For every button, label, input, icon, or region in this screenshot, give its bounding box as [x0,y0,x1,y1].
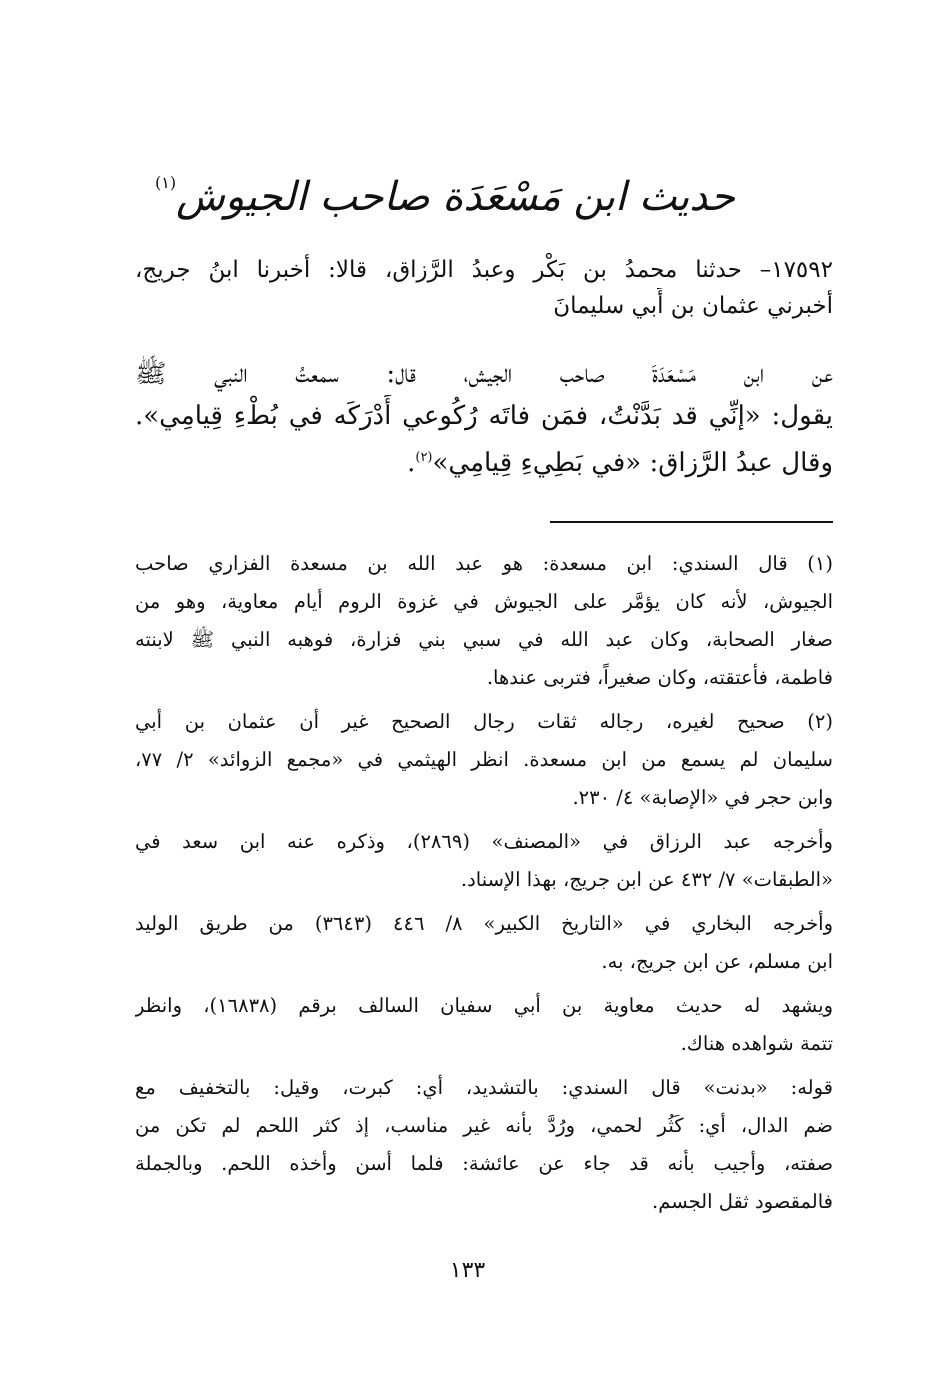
footnote-line: الجيوش، لأنه كان يؤمَّر على الجيوش في غزوة الروم أيام معاوية، وهو من [135,590,833,613]
footnote-line: فاطمة، فأعتقته، وكان صغيراً، فتربى عندها. [486,666,833,689]
footnote-line: صغار الصحابة، وكان عبد الله في سبي بني فزارة، فوهبه النبي ﷺ لابنته [135,628,833,651]
footnote-line: وأخرجه عبد الرزاق في «المصنف» (٢٨٦٩)، وذكره عنه ابن سعد في [135,830,833,853]
title-footnote-marker: (١) [155,173,177,192]
hadith-end-mark: . [407,448,416,478]
footnote-2 [135,703,833,817]
footnote-line: وأخرجه البخاري في «التاريخ الكبير» ٨/ ٤٤٦ (٣٦٤٣) من طريق الوليد [135,912,833,935]
footnote-line: «الطبقات» ٧/ ٤٣٢ عن ابن جريج، بهذا الإسناد. [460,868,833,891]
hadith-footnote-marker: (٢) [415,450,433,465]
footnote-line: فالمقصود ثقل الجسم. [652,1190,833,1213]
chain-line: أخبرني عثمان بن أَبي سليمانَ [553,293,833,319]
hadith-line [135,437,833,479]
title-text: حديث ابن مَسْعَدَة صاحب الجيوش [176,174,735,220]
footnote-2-witness [135,987,833,1063]
footnote-line: (١) قال السندي: ابن مسعدة: هو عبد الله بن مسعدة الفزاري صاحب [135,552,833,575]
footnote-1 [135,545,833,697]
footnote-line: تتمة شواهده هناك. [680,1032,833,1055]
footnote-line: ابن مسلم، عن ابن جريج، به. [601,950,833,973]
footnote-line: قوله: «بدنت» قال السندي: بالتشديد، أي: كبرت، وقيل: بالتخفيف مع [135,1076,833,1099]
footnote-line: ويشهد له حديث معاوية بن أبي سفيان السالف برقم (١٦٨٣٨)، وانظر [135,994,833,1017]
footnote-2-abdurrazzaq [135,823,833,899]
footnote-line: سليمان لم يسمع من ابن مسعدة. انظر الهيثمي في «مجمع الزوائد» ٢/ ٧٧، [135,748,833,771]
hadith-line: عن ابن مَسْعَدَةَ صاحب الجيش، قال: سمعتُ النبي ﷺ [135,359,833,389]
footnote-line: وابن حجر في «الإصابة» ٤/ ٢٣٠. [572,786,833,809]
page-number: ١٣٣ [449,1258,486,1283]
hadith-text [135,353,833,479]
footnote-line: صفته، وأجيب بأنه قد جاء عن عائشة: فلما أسن وأخذه اللحم. وبالجملة [135,1152,833,1175]
footnote-2-explanation [135,1069,833,1221]
footnote-line: (٢) صحيح لغيره، رجاله ثقات رجال الصحيح غير أن عثمان بن أبي [135,710,833,733]
page-title [155,148,735,232]
footnote-2-bukhari [135,905,833,981]
footnote-separator [550,521,833,523]
hadith-line-text: وقال عبدُ الرَّزاق: «في بَطِيءِ قِيامِي» [432,448,833,478]
footnote-line: ضم الدال، أي: كَثُر لحمي، ورُدَّ بأنه غير مناسب، إذ كثر اللحم لم تكن من [135,1114,833,1137]
hadith-line: يقول: «إنِّي قد بَدَّنْتُ، فمَن فاتَه رُكُوعي أَدْرَكَه في بُطْءِ قِيامِي». [135,401,833,431]
hadith-chain [135,252,833,324]
footnotes [135,545,833,1227]
chain-line: ١٧٥٩٢– حدثنا محمدُ بن بَكْر وعبدُ الرَّزاق، قالا: أخبرنا ابنُ جريج، [135,257,833,283]
